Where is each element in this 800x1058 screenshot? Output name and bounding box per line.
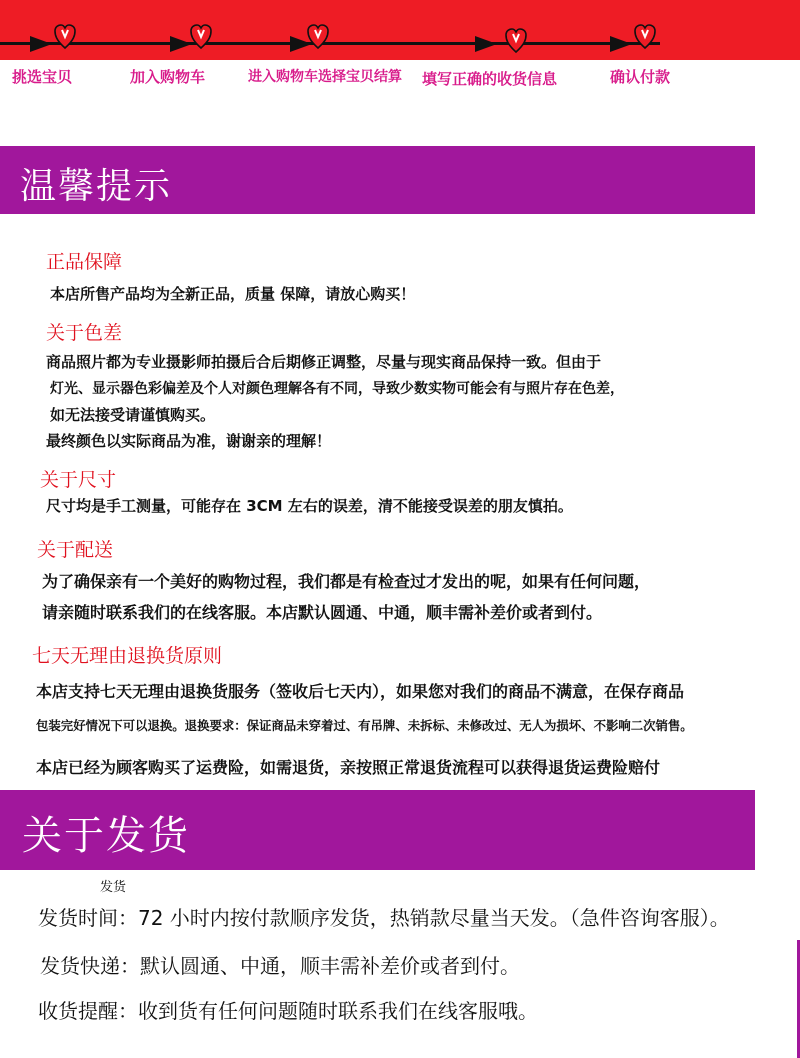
heart-icon bbox=[505, 28, 527, 54]
section-text-line: 本店所售产品均为全新正品，质量 保障，请放心购买！ bbox=[50, 285, 416, 303]
heart-icon bbox=[307, 24, 329, 50]
arrow-icon bbox=[610, 36, 632, 52]
section-text-line: 商品照片都为专业摄影师拍摄后合后期修正调整，尽量与现实商品保持一致。但由于 bbox=[46, 353, 602, 371]
section-title-return-policy: 七天无理由退换货原则 bbox=[32, 645, 223, 667]
section-text-line: 本店支持七天无理由退换货服务（签收后七天内），如果您对我们的商品不满意，在保存商品 bbox=[36, 682, 685, 701]
section-text-line: 包装完好情况下可以退换。退换要求：保证商品未穿着过、有吊牌、未拆标、未修改过、无人为损坏、不影响二次销售。 bbox=[36, 718, 693, 733]
step-label-add-cart: 加入购物车 bbox=[130, 68, 206, 86]
tips-banner-title: 温馨提示 bbox=[20, 166, 173, 207]
shipping-courier-line: 发货快递：默认圆通、中通，顺丰需补差价或者到付。 bbox=[40, 954, 520, 978]
step-label-address: 填写正确的收货信息 bbox=[422, 70, 558, 88]
section-title-genuine: 正品保障 bbox=[46, 251, 123, 273]
arrow-icon bbox=[170, 36, 192, 52]
process-bar bbox=[0, 0, 800, 60]
arrow-icon bbox=[475, 36, 497, 52]
shipping-reminder-line: 收货提醒：收到货有任何问题随时联系我们在线客服哦。 bbox=[38, 999, 538, 1023]
step-label-pay: 确认付款 bbox=[610, 68, 671, 86]
shipping-time-line: 发货时间：72 小时内按付款顺序发货，热销款尽量当天发。（急件咨询客服）。 bbox=[38, 906, 730, 930]
shipping-banner-title: 关于发货 bbox=[22, 813, 190, 859]
step-label-checkout: 进入购物车选择宝贝结算 bbox=[248, 69, 402, 85]
step-label-select: 挑选宝贝 bbox=[12, 68, 73, 86]
section-text-line: 请亲随时联系我们的在线客服。本店默认圆通、中通，顺丰需补差价或者到付。 bbox=[42, 603, 603, 622]
heart-icon bbox=[54, 24, 76, 50]
section-text-line: 灯光、显示器色彩偏差及个人对颜色理解各有不同，导致少数实物可能会有与照片存在色差， bbox=[50, 381, 624, 397]
shipping-label: 发货 bbox=[100, 880, 127, 895]
section-title-color: 关于色差 bbox=[46, 322, 123, 344]
section-text-line: 如无法接受请谨慎购买。 bbox=[50, 406, 216, 424]
section-title-size: 关于尺寸 bbox=[40, 469, 117, 491]
section-text-line: 本店已经为顾客购买了运费险，如需退货，亲按照正常退货流程可以获得退货运费险赔付 bbox=[36, 758, 661, 777]
section-text-line: 尺寸均是手工测量，可能存在 3CM 左右的误差，清不能接受误差的朋友慎拍。 bbox=[46, 497, 573, 515]
heart-icon bbox=[634, 24, 656, 50]
section-title-delivery: 关于配送 bbox=[37, 539, 114, 561]
section-text-line: 最终颜色以实际商品为准，谢谢亲的理解！ bbox=[46, 432, 332, 450]
heart-icon bbox=[190, 24, 212, 50]
section-text-line: 为了确保亲有一个美好的购物过程，我们都是有检查过才发出的呢，如果有任何问题， bbox=[42, 572, 651, 591]
shipping-banner bbox=[0, 790, 755, 870]
tips-banner bbox=[0, 146, 755, 214]
process-arrow-line bbox=[0, 42, 660, 45]
arrow-icon bbox=[30, 36, 52, 52]
